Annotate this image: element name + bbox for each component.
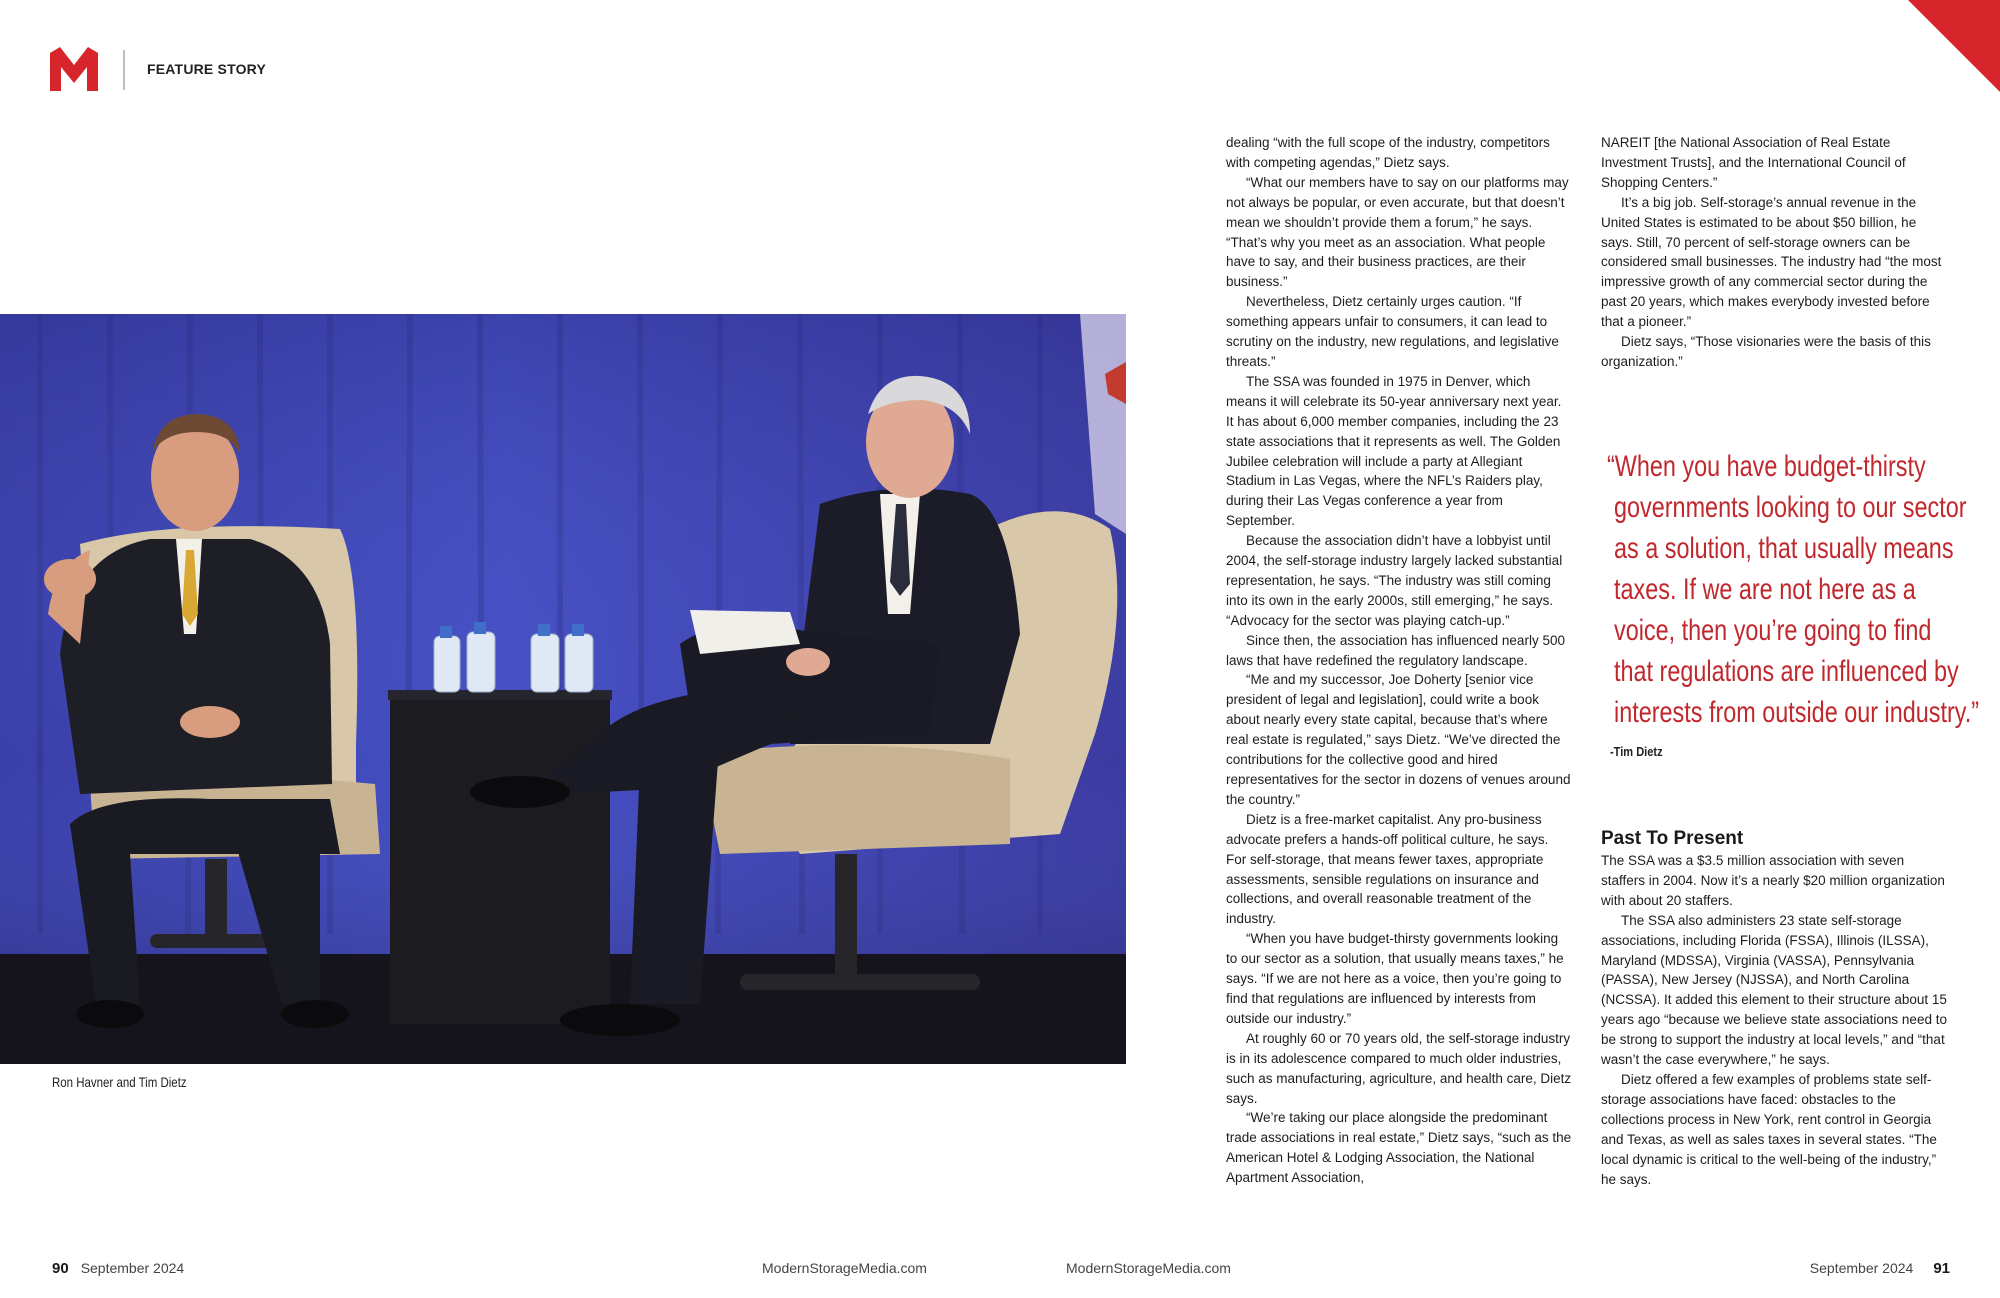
brand-logo-icon bbox=[50, 47, 98, 91]
section-heading: Past To Present bbox=[1601, 828, 1744, 849]
page-number-left: 90 bbox=[52, 1260, 69, 1277]
pull-quote-line: interests from outside our industry.” bbox=[1614, 696, 1980, 729]
footer-site-right: ModernStorageMedia.com bbox=[1066, 1260, 1231, 1276]
pull-quote-line: that regulations are influenced by bbox=[1614, 655, 1959, 688]
pull-quote-line: governments looking to our sector bbox=[1614, 491, 1967, 524]
paragraph: At roughly 60 or 70 years old, the self-storage industry is in its adolescence compared to much older industries, such as manufacturing, agriculture, and health care, Dietz says. bbox=[1226, 1030, 1572, 1106]
issue-date-right: September 2024 bbox=[1809, 1260, 1914, 1276]
paragraph: NAREIT [the National Association of Real Estate Investment Trusts], and the International Council of Shopping Centers.” bbox=[1601, 135, 1906, 190]
paragraph: dealing “with the full scope of the industry, competitors with competing agendas,” Dietz says. bbox=[1226, 135, 1550, 170]
paragraph: “When you have budget-thirsty governments looking to our sector as a solution, that usually means taxes,” he says. “If we are not here as a voice, then you’re going to find that regulations are influenced by interests from outside our industry.” bbox=[1226, 931, 1564, 1026]
paragraph: It’s a big job. Self-storage’s annual revenue in the United States is estimated to be about $50 billion, he says. Still, 70 percent of self-storage owners can be considered small businesses. The industry had “the most impressive growth of any commercial sector during the past 20 years, which makes everybody invested before that a pioneer.” bbox=[1601, 194, 1942, 330]
pull-quote-attribution: -Tim Dietz bbox=[1610, 744, 1663, 759]
footer-site-left: ModernStorageMedia.com bbox=[762, 1260, 927, 1276]
pull-quote-line: taxes. If we are not here as a bbox=[1614, 573, 1916, 606]
paragraph: “What our members have to say on our platforms may not always be popular, or even accurate, but that doesn’t mean we shouldn’t provide them a forum,” he says. “That’s why you meet as an association. What people have to say, and their business practices, are their business.” bbox=[1226, 174, 1569, 290]
pull-quote bbox=[1607, 446, 1980, 733]
section-label: FEATURE STORY bbox=[147, 61, 267, 77]
paragraph: Nevertheless, Dietz certainly urges caution. “If something appears unfair to consumers, it can lead to scrutiny on the industry, new regulations, and legislative threats.” bbox=[1226, 294, 1559, 369]
issue-date-left: September 2024 bbox=[80, 1260, 185, 1276]
paragraph: The SSA also administers 23 state self-storage associations, including Florida (FSSA), Illinois (ILSSA), Maryland (MDSSA), Virginia (VASSA), Pennsylvania (PASSA), New Jersey (NJSSA), and North Carolina (NCSSA). It added this element to their structure about 15 years ago “because we believe state associations need to be strong to support the industry at local levels,” and “that wasn’t the case everywhere,” he says. bbox=[1601, 912, 1947, 1068]
paragraph: Dietz offered a few examples of problems state self-storage associations have faced: obstacles to the collections process in New York, rent control in Georgia and Texas, as well as sales taxes in several states. “The local dynamic is critical to the well-being of the industry,” he says. bbox=[1601, 1071, 1937, 1187]
corner-accent-icon bbox=[1908, 0, 2000, 92]
photo-caption: Ron Havner and Tim Dietz bbox=[52, 1074, 187, 1090]
paragraph: “Me and my successor, Joe Doherty [senior vice president of legal and legislation], could write a book about nearly every state capital, because that’s where real estate is regulated,” says Dietz. “We’ve directed the contributions for the collective good and hired representatives for the sector in dozens of venues around the country.” bbox=[1226, 672, 1571, 807]
feature-photo bbox=[0, 314, 1126, 1064]
paragraph: Dietz is a free-market capitalist. Any pro-business advocate prefers a hands-off political culture, he says. For self-storage, that means fewer taxes, appropriate assessments, sensible regulations on insurance and collections, and overall reasonable treatment of the industry. bbox=[1226, 811, 1549, 927]
paragraph: “We’re taking our place alongside the predominant trade associations in real estate,” Dietz says, “such as the American Hotel & Lodging Association, the National Apartment Association, bbox=[1226, 1110, 1572, 1186]
page-number-right: 91 bbox=[1933, 1260, 1950, 1277]
body-column-3 bbox=[1601, 851, 1947, 1189]
paragraph: Since then, the association has influenced nearly 500 laws that have redefined the regulatory landscape. bbox=[1226, 632, 1565, 668]
body-column-1 bbox=[1226, 133, 1572, 1188]
pull-quote-line: as a solution, that usually means bbox=[1614, 532, 1954, 565]
footer-right bbox=[1810, 1260, 1950, 1277]
paragraph: Because the association didn’t have a lobbyist until 2004, the self-storage industry largely lacked substantial representation, he says. “The industry was still coming into its own in the early 2000s, still emerging,” he says. “Advocacy for the sector was playing catch-up.” bbox=[1226, 533, 1563, 628]
paragraph: The SSA was founded in 1975 in Denver, which means it will celebrate its 50-year anniversary next year. It has about 6,000 member companies, including the 23 state associations that it represents as well. The Golden Jubilee celebration will include a party at Allegiant Stadium in Las Vegas, where the NFL’s Raiders play, during their Las Vegas conference a year from September. bbox=[1226, 373, 1562, 529]
header-divider bbox=[123, 50, 125, 90]
body-column-2 bbox=[1601, 133, 1947, 372]
paragraph: Dietz says, “Those visionaries were the basis of this organization.” bbox=[1601, 334, 1931, 369]
pull-quote-line: voice, then you’re going to find bbox=[1614, 614, 1932, 647]
paragraph: The SSA was a $3.5 million association with seven staffers in 2004. Now it’s a nearly $20 million organization with about 20 staffers. bbox=[1601, 853, 1945, 908]
footer-left bbox=[52, 1260, 184, 1277]
pull-quote-line: “When you have budget-thirsty bbox=[1607, 450, 1926, 483]
